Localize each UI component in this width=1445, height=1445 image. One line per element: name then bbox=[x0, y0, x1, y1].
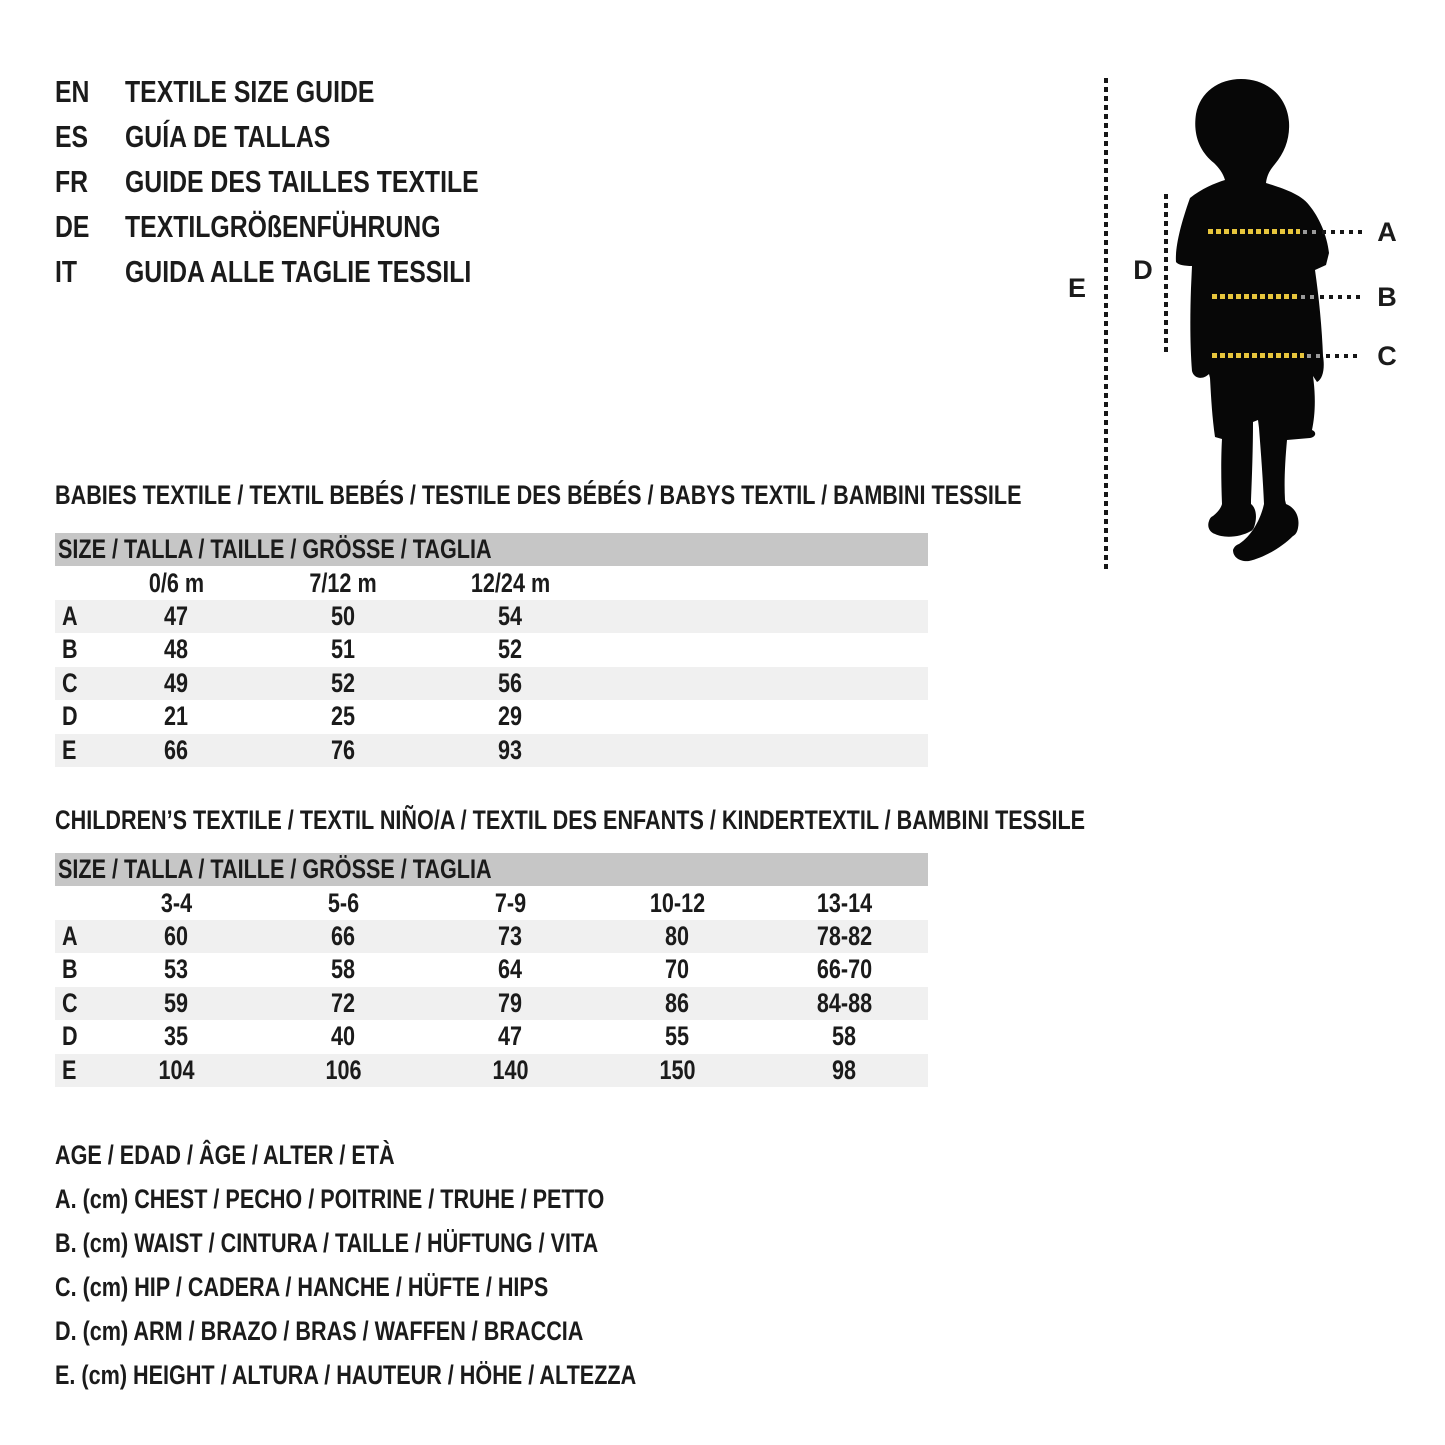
waist-line-b-dots bbox=[1320, 295, 1362, 299]
table-row-c bbox=[55, 667, 928, 700]
table-row-b bbox=[55, 953, 928, 986]
row-label: E bbox=[62, 1054, 77, 1085]
cell-value: 80 bbox=[665, 921, 690, 951]
cell-value: 78-82 bbox=[816, 921, 873, 951]
row-label: E bbox=[62, 734, 77, 765]
row-label: C bbox=[62, 987, 78, 1018]
cell-value: 47 bbox=[498, 1021, 523, 1052]
lang-row-en bbox=[55, 69, 567, 114]
cell-value: 79 bbox=[498, 987, 523, 1018]
lang-code: DE bbox=[55, 209, 90, 244]
lang-title: TEXTILGRÖßENFÜHRUNG bbox=[125, 209, 441, 244]
lang-title: GUIDA ALLE TAGLIE TESSILI bbox=[125, 254, 472, 289]
legend-line-waist: B. (cm) WAIST / CINTURA / TAILLE / HÜFTUNG / VITA bbox=[55, 1228, 599, 1258]
cell-value: 66 bbox=[164, 734, 189, 765]
cell-value: 40 bbox=[331, 1021, 356, 1052]
cell-value: 29 bbox=[498, 701, 523, 732]
cell-value: 104 bbox=[158, 1054, 195, 1085]
lang-code: IT bbox=[55, 254, 78, 289]
chest-line-a bbox=[1208, 229, 1300, 234]
section-title-children: CHILDREN’S TEXTILE / TEXTIL NIÑO/A / TEXTIL DES ENFANTS / KINDERTEXTIL / BAMBINI TESSILE bbox=[55, 805, 1086, 835]
table-row-e bbox=[55, 1054, 928, 1087]
column-header: 12/24 m bbox=[470, 567, 551, 598]
table-row-e bbox=[55, 734, 928, 767]
lang-title: GUIDE DES TAILLES TEXTILE bbox=[125, 164, 479, 199]
babies-size-table bbox=[55, 533, 928, 767]
cell-value: 55 bbox=[665, 1021, 690, 1052]
cell-value: 21 bbox=[164, 701, 189, 732]
children-size-table bbox=[55, 853, 928, 1087]
lang-title: TEXTILE SIZE GUIDE bbox=[125, 74, 375, 109]
column-header: 7-9 bbox=[494, 887, 527, 918]
cell-value: 48 bbox=[164, 634, 189, 665]
cell-value: 47 bbox=[164, 601, 189, 631]
row-label: D bbox=[62, 1021, 78, 1052]
waist-line-b-fade bbox=[1301, 295, 1317, 299]
chest-line-a-fade bbox=[1303, 230, 1319, 234]
cell-value: 76 bbox=[331, 734, 356, 765]
column-header: 7/12 m bbox=[309, 567, 378, 598]
legend-line-height: E. (cm) HEIGHT / ALTURA / HAUTEUR / HÖHE / ALTEZZA bbox=[55, 1360, 637, 1390]
cell-value: 25 bbox=[331, 701, 356, 732]
table-row-d bbox=[55, 700, 928, 733]
table-row-a bbox=[55, 920, 928, 953]
cell-value: 59 bbox=[164, 987, 189, 1018]
cell-value: 98 bbox=[832, 1054, 857, 1085]
column-header: 0/6 m bbox=[148, 567, 205, 598]
row-label: B bbox=[62, 954, 78, 985]
cell-value: 49 bbox=[164, 667, 189, 698]
legend-line-age: AGE / EDAD / ÂGE / ALTER / ETÀ bbox=[55, 1140, 395, 1170]
cell-value: 140 bbox=[492, 1054, 529, 1085]
figure-label-b: B bbox=[1377, 282, 1397, 312]
cell-value: 60 bbox=[164, 921, 189, 951]
cell-value: 50 bbox=[331, 601, 356, 631]
cell-value: 106 bbox=[325, 1054, 362, 1085]
cell-value: 93 bbox=[498, 734, 523, 765]
figure-label-e: E bbox=[1067, 273, 1086, 303]
cell-value: 72 bbox=[331, 987, 356, 1018]
babies-column-header-row bbox=[55, 566, 928, 600]
cell-value: 66-70 bbox=[816, 954, 873, 985]
size-header-bar: SIZE / TALLA / TAILLE / GRÖSSE / TAGLIA bbox=[55, 533, 928, 566]
hip-line-c-fade bbox=[1307, 354, 1323, 358]
cell-value: 58 bbox=[832, 1021, 857, 1052]
row-label: D bbox=[62, 701, 78, 732]
cell-value: 56 bbox=[498, 667, 523, 698]
chest-line-a-dots bbox=[1322, 230, 1362, 234]
figure-label-c: C bbox=[1377, 341, 1397, 371]
section-title-babies: BABIES TEXTILE / TEXTIL BEBÉS / TESTILE DES BÉBÉS / BABYS TEXTIL / BAMBINI TESSILE bbox=[55, 480, 1022, 510]
table-row-c bbox=[55, 987, 928, 1020]
table-row-b bbox=[55, 633, 928, 666]
legend-line-hip: C. (cm) HIP / CADERA / HANCHE / HÜFTE / HIPS bbox=[55, 1272, 549, 1302]
table-row-d bbox=[55, 1020, 928, 1053]
cell-value: 54 bbox=[498, 601, 523, 631]
row-label: A bbox=[62, 921, 78, 951]
measurement-legend bbox=[55, 1133, 781, 1397]
figure-label-d: D bbox=[1133, 255, 1153, 285]
lang-row-es bbox=[55, 114, 567, 159]
figure-label-a: A bbox=[1377, 217, 1397, 247]
column-header: 10-12 bbox=[649, 887, 706, 918]
hip-line-c-dots bbox=[1326, 354, 1362, 358]
column-header: 5-6 bbox=[327, 887, 360, 918]
lang-code: EN bbox=[55, 74, 90, 109]
cell-value: 70 bbox=[665, 954, 690, 985]
cell-value: 66 bbox=[331, 921, 356, 951]
cell-value: 73 bbox=[498, 921, 523, 951]
cell-value: 64 bbox=[498, 954, 523, 985]
cell-value: 51 bbox=[331, 634, 356, 665]
cell-value: 53 bbox=[164, 954, 189, 985]
cell-value: 35 bbox=[164, 1021, 189, 1052]
waist-line-b bbox=[1212, 294, 1298, 299]
lang-title: GUÍA DE TALLAS bbox=[125, 119, 331, 154]
cell-value: 84-88 bbox=[816, 987, 873, 1018]
language-title-block bbox=[55, 69, 567, 294]
size-header-bar: SIZE / TALLA / TAILLE / GRÖSSE / TAGLIA bbox=[55, 853, 928, 886]
cell-value: 86 bbox=[665, 987, 690, 1018]
column-header: 3-4 bbox=[160, 887, 193, 918]
children-column-header-row bbox=[55, 886, 928, 920]
lang-row-fr bbox=[55, 159, 567, 204]
lang-row-it bbox=[55, 249, 567, 294]
lang-code: ES bbox=[55, 119, 89, 154]
cell-value: 52 bbox=[498, 634, 523, 665]
legend-line-chest: A. (cm) CHEST / PECHO / POITRINE / TRUHE / PETTO bbox=[55, 1184, 605, 1214]
cell-value: 150 bbox=[659, 1054, 696, 1085]
cell-value: 58 bbox=[331, 954, 356, 985]
row-label: B bbox=[62, 634, 78, 665]
lang-row-de bbox=[55, 204, 567, 249]
cell-value: 52 bbox=[331, 667, 356, 698]
legend-line-arm: D. (cm) ARM / BRAZO / BRAS / WAFFEN / BRACCIA bbox=[55, 1316, 584, 1346]
row-label: A bbox=[62, 601, 78, 631]
row-label: C bbox=[62, 667, 78, 698]
lang-code: FR bbox=[55, 164, 89, 199]
hip-line-c bbox=[1212, 353, 1304, 358]
table-row-a bbox=[55, 600, 928, 633]
column-header: 13-14 bbox=[816, 887, 873, 918]
